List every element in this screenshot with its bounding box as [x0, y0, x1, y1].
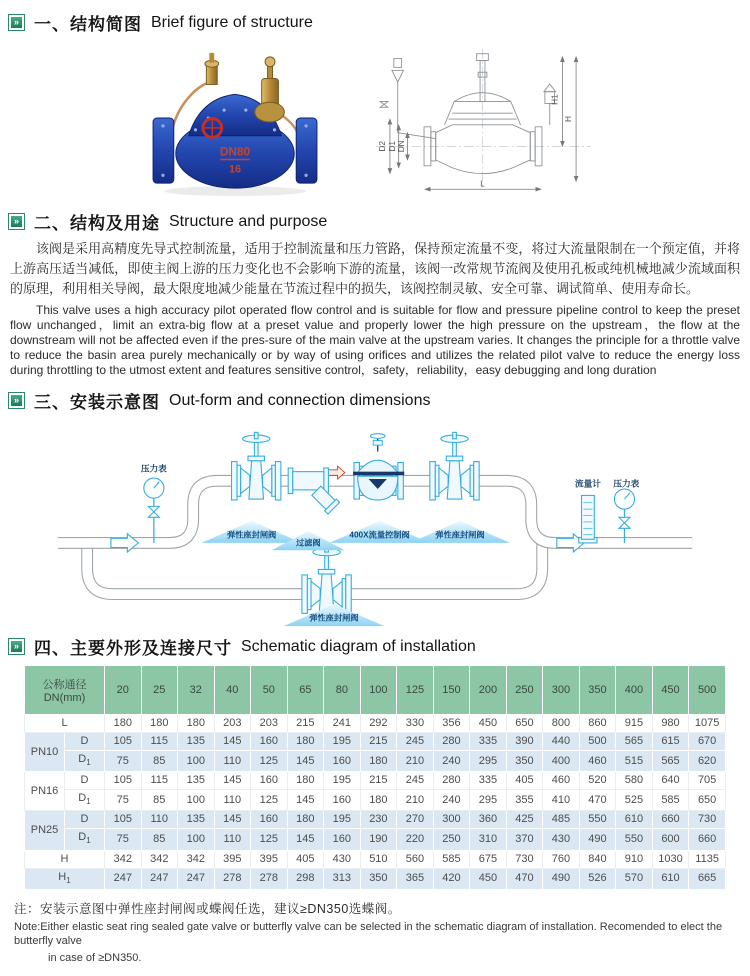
table-cell: 800 — [543, 715, 580, 733]
dimension-table-head — [25, 666, 726, 715]
table-cell: 350 — [360, 868, 397, 889]
table-cell: 125 — [251, 751, 288, 772]
table-cell: 665 — [689, 868, 726, 889]
table-cell: 405 — [506, 772, 543, 790]
row-label-cell: H — [25, 850, 105, 868]
dimension-lines — [387, 57, 576, 190]
dn-size-header: 65 — [287, 666, 324, 715]
table-cell: 510 — [360, 850, 397, 868]
table-cell: 75 — [105, 790, 142, 811]
table-cell: 180 — [360, 790, 397, 811]
dimension-drawing — [367, 43, 599, 197]
dn-size-header: 80 — [324, 666, 361, 715]
table-cell: 195 — [324, 811, 361, 829]
table-cell: 430 — [543, 829, 580, 850]
row-label-cell: $H_1$ — [25, 868, 105, 889]
table-cell: 565 — [616, 733, 653, 751]
table-cell: 390 — [506, 733, 543, 751]
table-cell: 105 — [105, 733, 142, 751]
table-cell: 550 — [616, 829, 653, 850]
dn-size-header: 250 — [506, 666, 543, 715]
table-cell: 160 — [324, 829, 361, 850]
table-row — [25, 868, 726, 889]
table-row — [25, 790, 726, 811]
table-cell: 460 — [579, 751, 616, 772]
table-cell: 125 — [251, 829, 288, 850]
section2-title-zh: 二、结构及用途 — [34, 214, 160, 233]
table-cell: 241 — [324, 715, 361, 733]
table-cell: 350 — [506, 751, 543, 772]
row-group-cell: PN10 — [25, 733, 65, 772]
table-cell: 365 — [397, 868, 434, 889]
section3-title-zh: 三、安装示意图 — [34, 393, 160, 412]
row-sublabel-cell: $D_1$ — [65, 751, 105, 772]
table-cell: 395 — [214, 850, 251, 868]
table-cell: 245 — [397, 733, 434, 751]
air-valve — [205, 53, 219, 85]
dim-d1: D1 — [387, 141, 397, 152]
table-cell: 1075 — [689, 715, 726, 733]
table-cell: 570 — [616, 868, 653, 889]
table-cell: 300 — [433, 811, 470, 829]
dn-size-header: 500 — [689, 666, 726, 715]
table-row — [25, 829, 726, 850]
section-bullet-icon: » — [8, 392, 25, 409]
table-cell: 400 — [543, 751, 580, 772]
table-corner-cell — [25, 666, 105, 715]
pressure-gauge-right-label: 压力表 — [613, 478, 640, 489]
flow-meter — [579, 495, 597, 543]
section2-title-en: Structure and purpose — [169, 212, 328, 230]
table-cell: 342 — [178, 850, 215, 868]
dn-size-header: 20 — [105, 666, 142, 715]
section4-title-en: Schematic diagram of installation — [241, 637, 476, 655]
table-cell: 135 — [178, 772, 215, 790]
table-cell: 356 — [433, 715, 470, 733]
table-cell: 910 — [616, 850, 653, 868]
table-cell: 430 — [324, 850, 361, 868]
table-cell: 110 — [141, 811, 178, 829]
table-cell: 342 — [141, 850, 178, 868]
dn-size-header: 100 — [360, 666, 397, 715]
table-cell: 360 — [470, 811, 507, 829]
table-cell: 245 — [397, 772, 434, 790]
table-cell: 85 — [141, 790, 178, 811]
flow-meter-label: 流量计 — [574, 478, 601, 489]
drawing-valve-outline — [376, 49, 590, 189]
pressure-gauge-right — [614, 489, 634, 543]
row-sublabel-cell: $D_1$ — [65, 790, 105, 811]
table-cell: 75 — [105, 751, 142, 772]
photo-marking-dn: DN80 — [219, 144, 251, 159]
inlet-flow-arrow — [111, 534, 138, 552]
dn-size-header: 150 — [433, 666, 470, 715]
section3-title-en: Out-form and connection dimensions — [169, 391, 431, 409]
table-cell: 313 — [324, 868, 361, 889]
table-cell: 520 — [579, 772, 616, 790]
valve-photo — [151, 43, 319, 197]
table-cell: 650 — [506, 715, 543, 733]
table-cell: 210 — [397, 790, 434, 811]
table-cell: 203 — [214, 715, 251, 733]
section1-header — [8, 10, 750, 35]
section-bullet-icon: » — [8, 638, 25, 655]
row-sublabel-cell: D — [65, 733, 105, 751]
table-cell: 100 — [178, 790, 215, 811]
table-cell: 210 — [397, 751, 434, 772]
table-cell: 705 — [689, 772, 726, 790]
table-cell: 110 — [214, 790, 251, 811]
table-row — [25, 850, 726, 868]
table-cell: 105 — [105, 772, 142, 790]
table-cell: 180 — [287, 733, 324, 751]
table-cell: 278 — [251, 868, 288, 889]
purpose-paragraph-zh: 该阀是采用高精度先导式控制流量，适用于控制流量和压力管路，保持预定流量不变，将过大流量限制在一个预定值，并将上游高压适当减低，即使主阀上游的压力变化也不会影响下游的流量，该阀一改常规节流阀及使用孔板或纯机械地减少流域面积的原理，利用相关导阀，最大限度地减少能量在节流过程中的损失，该阀控制灵敏、安全可靠、调试简单、使用寿命长。 — [10, 241, 740, 296]
table-cell: 526 — [579, 868, 616, 889]
table-cell: 640 — [652, 772, 689, 790]
table-cell: 75 — [105, 829, 142, 850]
table-cell: 180 — [287, 772, 324, 790]
table-cell: 110 — [214, 751, 251, 772]
table-cell: 610 — [652, 868, 689, 889]
table-row — [25, 811, 726, 829]
dn-size-header: 125 — [397, 666, 434, 715]
table-cell: 1135 — [689, 850, 726, 868]
table-cell: 135 — [178, 733, 215, 751]
table-cell: 395 — [251, 850, 288, 868]
table-cell: 145 — [287, 829, 324, 850]
gate-valve-left — [232, 432, 281, 500]
table-cell: 585 — [652, 790, 689, 811]
dn-size-header: 300 — [543, 666, 580, 715]
table-cell: 342 — [105, 850, 142, 868]
strainer-label: 过滤阀 — [295, 538, 321, 548]
table-cell: 125 — [251, 790, 288, 811]
table-cell: 440 — [543, 733, 580, 751]
table-cell: 585 — [433, 850, 470, 868]
table-cell: 203 — [251, 715, 288, 733]
table-cell: 240 — [433, 790, 470, 811]
table-cell: 620 — [689, 751, 726, 772]
table-cell: 180 — [360, 751, 397, 772]
table-cell: 410 — [543, 790, 580, 811]
row-sublabel-cell: D — [65, 772, 105, 790]
table-cell: 615 — [652, 733, 689, 751]
table-cell: 85 — [141, 751, 178, 772]
table-cell: 565 — [652, 751, 689, 772]
table-cell: 450 — [470, 715, 507, 733]
table-cell: 485 — [543, 811, 580, 829]
table-cell: 215 — [360, 772, 397, 790]
dim-h: H — [564, 116, 574, 123]
table-cell: 115 — [141, 772, 178, 790]
table-cell: 145 — [214, 733, 251, 751]
table-cell: 230 — [360, 811, 397, 829]
table-cell: 195 — [324, 772, 361, 790]
table-cell: 660 — [689, 829, 726, 850]
table-row — [25, 733, 726, 751]
dim-dn: DN — [397, 140, 407, 153]
table-cell: 190 — [360, 829, 397, 850]
table-cell: 240 — [433, 751, 470, 772]
corner-line2: DN(mm) — [43, 692, 86, 704]
table-cell: 135 — [178, 811, 215, 829]
purpose-paragraph-en: This valve uses a high accuracy pilot operated flow control and is suitable for flow and pressure pipeline control to keep the preset flow unchanged，limit an extra-big flow at a preset value and properly lower the high pressure on the upstream，the flow at the downstream will not be affected even if the pres-sure of the main valve at the upstream varies. It changes the principle for a throttle valve to reduce the basin area purely mechanically or by way of using orifices and utilizes the related pilot valve to reduce the energy loss during throttling to the utmost extent and features sensitive control，safety，reliability，easy debugging and long duration — [10, 303, 740, 377]
table-cell: 180 — [178, 715, 215, 733]
table-cell: 860 — [579, 715, 616, 733]
component-callouts — [201, 521, 510, 626]
dn-size-header: 40 — [214, 666, 251, 715]
dim-h1: H1 — [550, 94, 560, 105]
table-cell: 115 — [141, 733, 178, 751]
section1-title-zh: 一、结构简图 — [34, 15, 142, 34]
table-cell: 247 — [141, 868, 178, 889]
table-cell: 160 — [251, 772, 288, 790]
diaphragm-bar — [353, 472, 404, 476]
table-cell: 160 — [251, 811, 288, 829]
table-cell: 355 — [506, 790, 543, 811]
dn-size-header: 350 — [579, 666, 616, 715]
photo-marking-pn: 16 — [228, 163, 242, 176]
table-cell: 295 — [470, 751, 507, 772]
table-row — [25, 772, 726, 790]
table-cell: 560 — [397, 850, 434, 868]
table-cell: 145 — [287, 790, 324, 811]
table-cell: 295 — [470, 790, 507, 811]
table-cell: 105 — [105, 811, 142, 829]
row-sublabel-cell: $D_1$ — [65, 829, 105, 850]
table-cell: 110 — [214, 829, 251, 850]
table-cell: 160 — [324, 751, 361, 772]
table-cell: 270 — [397, 811, 434, 829]
table-cell: 330 — [397, 715, 434, 733]
table-cell: 298 — [287, 868, 324, 889]
corner-line1: 公称通径 — [42, 679, 87, 691]
table-cell: 600 — [652, 829, 689, 850]
table-cell: 280 — [433, 733, 470, 751]
table-cell: 247 — [105, 868, 142, 889]
table-row — [25, 715, 726, 733]
dn-size-header: 32 — [178, 666, 215, 715]
dn-size-header: 50 — [251, 666, 288, 715]
table-cell: 515 — [616, 751, 653, 772]
dimension-table-body — [25, 715, 726, 890]
section3-header — [8, 388, 750, 413]
table-cell: 660 — [652, 811, 689, 829]
handwheel — [203, 119, 222, 138]
table-cell: 405 — [287, 850, 324, 868]
table-cell: 145 — [214, 811, 251, 829]
table-cell: 470 — [506, 868, 543, 889]
table-cell: 470 — [579, 790, 616, 811]
table-cell: 100 — [178, 751, 215, 772]
flow-control-valve-400x — [353, 434, 404, 500]
note-en-line2: in case of ≥DN350. — [48, 951, 142, 964]
table-cell: 760 — [543, 850, 580, 868]
table-cell: 292 — [360, 715, 397, 733]
table-cell: 580 — [616, 772, 653, 790]
table-cell: 370 — [506, 829, 543, 850]
section-bullet-icon: » — [8, 213, 25, 230]
table-cell: 335 — [470, 733, 507, 751]
pressure-gauge-left-label: 压力表 — [140, 463, 167, 474]
gate-valve-left-label: 弹性座封闸阀 — [226, 530, 277, 540]
table-cell: 100 — [178, 829, 215, 850]
table-cell: 730 — [506, 850, 543, 868]
table-cell: 490 — [543, 868, 580, 889]
dim-d2: D2 — [378, 141, 388, 152]
table-cell: 220 — [397, 829, 434, 850]
table-cell: 500 — [579, 733, 616, 751]
table-cell: 420 — [433, 868, 470, 889]
table-cell: 525 — [616, 790, 653, 811]
table-cell: 195 — [324, 733, 361, 751]
piping-diagram-svg — [0, 415, 750, 627]
section1-title-en: Brief figure of structure — [151, 13, 313, 31]
gate-valve-bypass — [302, 546, 351, 614]
table-cell: 215 — [360, 733, 397, 751]
note-zh: 注：安装示意图中弹性座封闸阀或蝶阀任选，建议≥DN350选蝶阀。 — [14, 901, 401, 916]
dn-size-header: 400 — [616, 666, 653, 715]
row-label-cell: L — [25, 715, 105, 733]
table-cell: 180 — [141, 715, 178, 733]
table-cell: 490 — [579, 829, 616, 850]
figure-row — [0, 41, 750, 199]
table-cell: 180 — [287, 811, 324, 829]
notes — [14, 899, 750, 965]
flow-control-valve-label: 400X流量控制阀 — [349, 530, 410, 540]
dim-l: L — [480, 179, 485, 189]
table-cell: 160 — [324, 790, 361, 811]
table-cell: 675 — [470, 850, 507, 868]
section4-header — [8, 634, 750, 659]
installation-diagram — [0, 415, 750, 632]
table-cell: 310 — [470, 829, 507, 850]
table-cell: 450 — [470, 868, 507, 889]
dn-size-header: 200 — [470, 666, 507, 715]
table-row — [25, 751, 726, 772]
dn-size-header: 25 — [141, 666, 178, 715]
table-cell: 160 — [251, 733, 288, 751]
table-cell: 460 — [543, 772, 580, 790]
table-cell: 980 — [652, 715, 689, 733]
table-header-row — [25, 666, 726, 715]
section-bullet-icon: » — [8, 14, 25, 31]
table-cell: 425 — [506, 811, 543, 829]
gate-valve-right — [430, 432, 479, 500]
table-cell: 840 — [579, 850, 616, 868]
gate-valve-bypass-label: 弹性座封闸阀 — [309, 613, 359, 623]
pressure-gauge-left — [144, 478, 164, 543]
table-cell: 610 — [616, 811, 653, 829]
section2-header — [8, 209, 750, 234]
table-cell: 1030 — [652, 850, 689, 868]
table-cell: 85 — [141, 829, 178, 850]
note-en-line1: Note:Either elastic seat ring sealed gate valve or butterfly valve can be selected in the schematic diagram of installation. Recomended to elect the butterfly valve — [14, 920, 723, 947]
table-cell: 280 — [433, 772, 470, 790]
row-group-cell: PN25 — [25, 811, 65, 850]
table-cell: 180 — [105, 715, 142, 733]
table-cell: 650 — [689, 790, 726, 811]
table-cell: 145 — [287, 751, 324, 772]
table-cell: 215 — [287, 715, 324, 733]
table-cell: 335 — [470, 772, 507, 790]
table-cell: 278 — [214, 868, 251, 889]
table-cell: 915 — [616, 715, 653, 733]
table-cell: 730 — [689, 811, 726, 829]
dimension-table — [24, 665, 726, 890]
table-cell: 550 — [579, 811, 616, 829]
dn-size-header: 450 — [652, 666, 689, 715]
row-group-cell: PN16 — [25, 772, 65, 811]
table-cell: 145 — [214, 772, 251, 790]
row-sublabel-cell: D — [65, 811, 105, 829]
table-cell: 247 — [178, 868, 215, 889]
gate-valve-right-label: 弹性座封闸阀 — [435, 530, 485, 540]
section4-title-zh: 四、主要外形及连接尺寸 — [34, 639, 232, 658]
table-cell: 670 — [689, 733, 726, 751]
table-cell: 250 — [433, 829, 470, 850]
pilot-valve — [255, 57, 285, 122]
